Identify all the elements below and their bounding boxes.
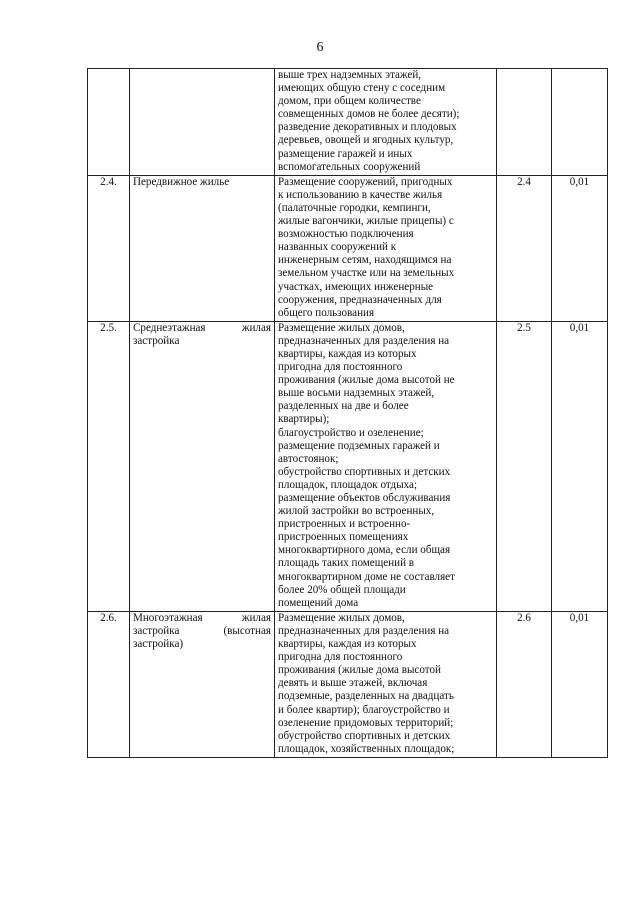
- description-line: и более квартир); благоустройство и: [278, 703, 450, 716]
- row-number-cell: [88, 69, 130, 176]
- description-line: разведение декоративных и плодовых: [278, 121, 457, 134]
- land-use-name-cell: [130, 611, 275, 757]
- classifier-code-cell: 2.6: [497, 611, 552, 757]
- description-line: пригодна для постоянного: [278, 651, 403, 664]
- land-use-table: [87, 68, 608, 758]
- table-row: [88, 611, 608, 757]
- description-line: многоквартирного дома, если общая: [278, 544, 451, 557]
- table-body: [88, 69, 608, 758]
- land-use-name-line: Передвижное жилье: [133, 175, 230, 188]
- description-cell: [275, 611, 497, 757]
- classifier-code-cell: [497, 69, 552, 176]
- description-line: выше восьми надземных этажей,: [278, 387, 435, 400]
- description-line: жилые вагончики, жилые прицепы) с: [278, 215, 454, 228]
- land-use-name-line: застройка: [133, 334, 180, 347]
- value-cell: [552, 69, 608, 176]
- description-line: пристроенных помещениях: [278, 531, 409, 544]
- description-line: пригодна для постоянного: [278, 361, 403, 374]
- table-row: [88, 321, 608, 611]
- land-use-name-line: Среднеэтажная жилая: [133, 321, 271, 334]
- description-line: размещение объектов обслуживания: [278, 492, 451, 504]
- description-cell: [275, 321, 497, 611]
- land-use-name-cell: [130, 69, 275, 176]
- description-line: помещений дома: [278, 596, 359, 609]
- description-line: инженерным сетям, находящимся на: [278, 254, 452, 267]
- land-use-name-cell: [130, 321, 275, 611]
- description-line: озеленение придомовых территорий;: [278, 716, 454, 729]
- classifier-code-cell: 2.5: [497, 321, 552, 611]
- description-line: размещение подземных гаражей и: [278, 439, 440, 452]
- description-line: квартиры);: [278, 413, 330, 426]
- description-line: квартиры, каждая из которых: [278, 638, 417, 651]
- description-line: подземные, разделенных на двадцать: [278, 690, 454, 703]
- land-use-name-line: Многоэтажная жилая: [133, 611, 271, 624]
- description-line: предназначенных для разделения на: [278, 334, 450, 347]
- description-line: вспомогательных сооружений: [278, 160, 421, 173]
- description-line: к использованию в качестве жилья: [278, 188, 443, 201]
- description-line: выше трех надземных этажей,: [278, 69, 422, 81]
- description-line: размещение гаражей и иных: [278, 147, 413, 160]
- description-line: жилой застройки во встроенных,: [278, 505, 435, 518]
- description-line: Размещение жилых домов,: [278, 611, 405, 624]
- classifier-code-cell: 2.4: [497, 175, 552, 321]
- description-line: площадок, площадок отдыха;: [278, 478, 418, 491]
- description-line: пристроенных и встроенно-: [278, 518, 411, 531]
- description-line: обустройство спортивных и детских: [278, 729, 451, 742]
- description-line: Размещение жилых домов,: [278, 321, 405, 334]
- description-line: площадок, хозяйственных площадок;: [278, 742, 455, 755]
- description-line: участках, имеющих инженерные: [278, 280, 434, 293]
- row-number-cell: 2.4.: [88, 175, 130, 321]
- table-row: [88, 175, 608, 321]
- land-use-name-line: застройка (высотная: [133, 624, 271, 637]
- description-line: автостоянок;: [278, 452, 339, 465]
- description-line: более 20% общей площади: [278, 583, 406, 596]
- value-cell: 0,01: [552, 321, 608, 611]
- land-use-name-cell: [130, 175, 275, 321]
- land-use-name-line: застройка): [133, 638, 184, 651]
- description-line: имеющих общую стену с соседним: [278, 82, 446, 95]
- description-line: проживания (жилые дома высотой: [278, 664, 441, 677]
- description-line: домом, при общем количестве: [278, 95, 421, 108]
- description-line: (палаточные городки, кемпинги,: [278, 201, 431, 214]
- row-number-cell: 2.5.: [88, 321, 130, 611]
- description-line: общего пользования: [278, 306, 375, 319]
- description-line: названных сооружений к: [278, 241, 397, 254]
- table-row: [88, 69, 608, 176]
- description-line: сооружения, предназначенных для: [278, 293, 442, 306]
- description-cell: [275, 69, 497, 176]
- description-line: обустройство спортивных и детских: [278, 465, 451, 478]
- description-line: земельном участке или на земельных: [278, 267, 455, 280]
- description-line: разделенных на две и более: [278, 400, 409, 413]
- description-line: квартиры, каждая из которых: [278, 347, 417, 360]
- description-line: проживания (жилые дома высотой не: [278, 374, 455, 387]
- description-line: многоквартирном доме не составляет: [278, 570, 455, 583]
- description-line: возможностью подключения: [278, 228, 414, 241]
- description-line: Размещение сооружений, пригодных: [278, 175, 453, 188]
- description-line: совмещенных домов не более десяти);: [278, 108, 460, 121]
- page-number: 6: [316, 40, 324, 55]
- value-cell: 0,01: [552, 611, 608, 757]
- description-line: девять и выше этажей, включая: [278, 677, 428, 690]
- description-line: площадь таких помещений в: [278, 557, 415, 570]
- row-number-cell: 2.6.: [88, 611, 130, 757]
- description-line: предназначенных для разделения на: [278, 624, 450, 637]
- value-cell: 0,01: [552, 175, 608, 321]
- description-line: деревьев, овощей и ягодных культур,: [278, 134, 454, 147]
- description-cell: [275, 175, 497, 321]
- description-line: благоустройство и озеленение;: [278, 426, 424, 439]
